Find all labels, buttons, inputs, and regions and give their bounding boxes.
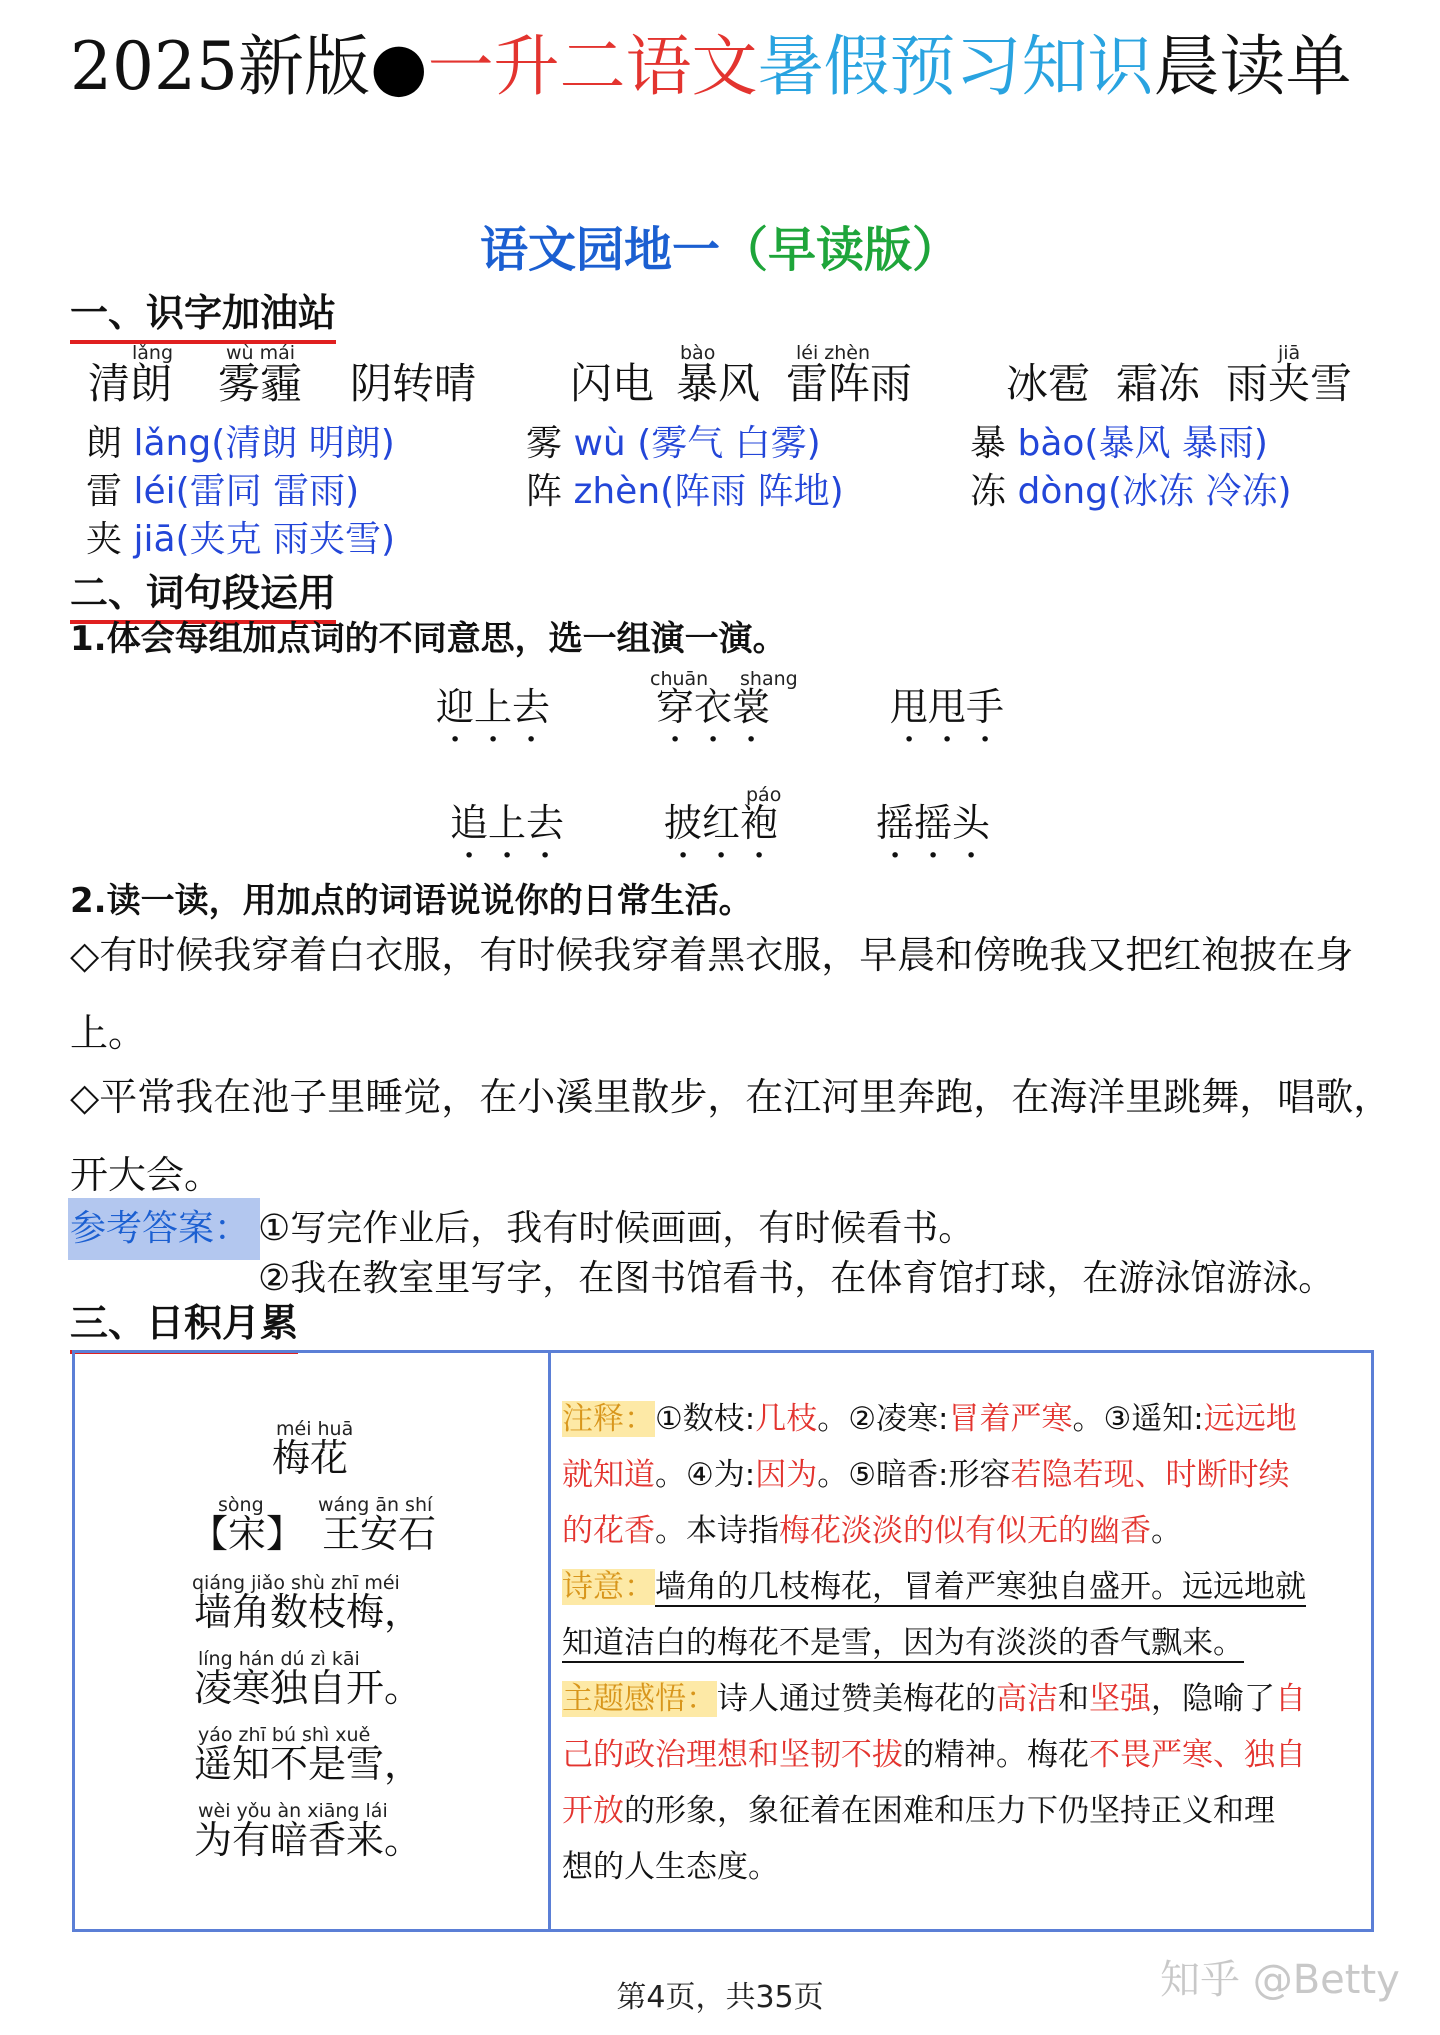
theme-line: 想的人生态度。: [562, 1849, 779, 1885]
theme-line: 主题感悟：诗人通过赞美梅花的高洁和坚强，隐喻了自: [562, 1681, 1306, 1717]
char-entry: 雾 wù (雾气 白雾): [526, 423, 821, 464]
header-year: 2025新版: [70, 28, 370, 105]
word: 雨夹雪: [1226, 359, 1353, 408]
poem-author: 王安石: [322, 1512, 437, 1556]
meaning-label: 诗意：: [562, 1569, 655, 1605]
char-entry: 冻 dòng(冰冻 冷冻): [970, 471, 1292, 512]
note-line: 的花香。本诗指梅花淡淡的似有似无的幽香。: [562, 1513, 1182, 1549]
meaning-line: 诗意：墙角的几枝梅花，冒着严寒独自盛开。远远地就: [562, 1569, 1306, 1605]
poem-line: 凌寒独自开。: [194, 1666, 423, 1710]
page-number: 第4页，共35页: [616, 1980, 824, 2015]
reading-paragraph-2-line1: ◇平常我在池子里睡觉，在小溪里散步，在江河里奔跑，在海洋里跳舞，唱歌，: [70, 1075, 1392, 1119]
reading-paragraph-2-line2: 开大会。: [70, 1153, 223, 1197]
theme-line: 开放的形象，象征着在困难和压力下仍坚持正义和理: [562, 1793, 1275, 1829]
word: 雾霾: [218, 359, 303, 408]
dotted-word: 甩甩手: [890, 685, 1005, 729]
task-1: 1.体会每组加点词的不同意思，选一组演一演。: [70, 619, 787, 659]
poem-line: 为有暗香来。: [194, 1818, 423, 1862]
dotted-word: 披红袍: [664, 801, 779, 845]
header-topic: 暑假预习知识: [757, 28, 1154, 105]
note-line: 注释：①数枝:几枝。②凌寒:冒着严寒。③遥知:远远地: [562, 1401, 1297, 1437]
word: 雷阵雨: [786, 359, 913, 408]
section-heading-3: 三、日积月累: [70, 1298, 298, 1354]
dotted-word: 追上去: [450, 801, 565, 845]
poem-line: 墙角数枝梅，: [194, 1590, 423, 1634]
char-entry: 阵 zhèn(阵雨 阵地): [526, 471, 844, 512]
char-entry: 暴 bào(暴风 暴雨): [970, 423, 1268, 464]
dotted-word: 摇摇头: [876, 801, 991, 845]
char-entry: 朗 lǎng(清朗 明朗): [86, 423, 395, 464]
dotted-word: 穿衣裳: [656, 685, 771, 729]
char-entry: 夹 jiā(夹克 雨夹雪): [86, 519, 396, 560]
bullet-icon: ●: [369, 28, 428, 105]
watermark: 知乎 @Betty: [1160, 1957, 1400, 2003]
word: 闪电: [570, 359, 655, 408]
char-entry: 雷 léi(雷同 雷雨): [86, 471, 360, 512]
dotted-word: 迎上去: [436, 685, 551, 729]
poem-title: 梅花: [272, 1436, 349, 1480]
answer-2: ②我在教室里写字，在图书馆看书，在体育馆打球，在游泳馆游泳。: [258, 1258, 1335, 1299]
poem-divider: [548, 1350, 551, 1932]
header-suffix: 晨读单: [1153, 28, 1352, 105]
word: 霜冻: [1116, 359, 1201, 408]
word: 暴风: [676, 359, 761, 408]
poem-dynasty: 【宋】: [190, 1512, 305, 1556]
section-heading-2: 二、词句段运用: [70, 568, 336, 624]
page-header-title: [70, 22, 1352, 112]
poem-line: 遥知不是雪，: [194, 1742, 423, 1786]
theme-label: 主题感悟：: [562, 1681, 717, 1717]
word: 冰雹: [1006, 359, 1091, 408]
theme-line: 己的政治理想和坚韧不拔的精神。梅花不畏严寒、独自: [562, 1737, 1306, 1773]
task-2: 2.读一读，用加点的词语说说你的日常生活。: [70, 881, 753, 921]
note-line: 就知道。④为:因为。⑤暗香:形容若隐若现、时断时续: [562, 1457, 1290, 1493]
note-label: 注释：: [562, 1401, 655, 1437]
reading-paragraph-1-line1: ◇有时候我穿着白衣服，有时候我穿着黑衣服，早晨和傍晚我又把红袍披在身: [70, 933, 1354, 977]
word: 阴转晴: [350, 359, 477, 408]
answer-1: ①写完作业后，我有时候画画，有时候看书。: [258, 1208, 975, 1249]
reading-paragraph-1-line2: 上。: [70, 1011, 147, 1055]
answer-label: 参考答案：: [70, 1208, 251, 1249]
word: 清朗: [88, 359, 173, 408]
lesson-title: 语文园地一（早读版）: [479, 222, 961, 278]
header-grade: 一升二语文: [427, 28, 758, 105]
meaning-line: 知道洁白的梅花不是雪，因为有淡淡的香气飘来。: [562, 1625, 1244, 1661]
section-heading-1: 一、识字加油站: [70, 288, 336, 344]
